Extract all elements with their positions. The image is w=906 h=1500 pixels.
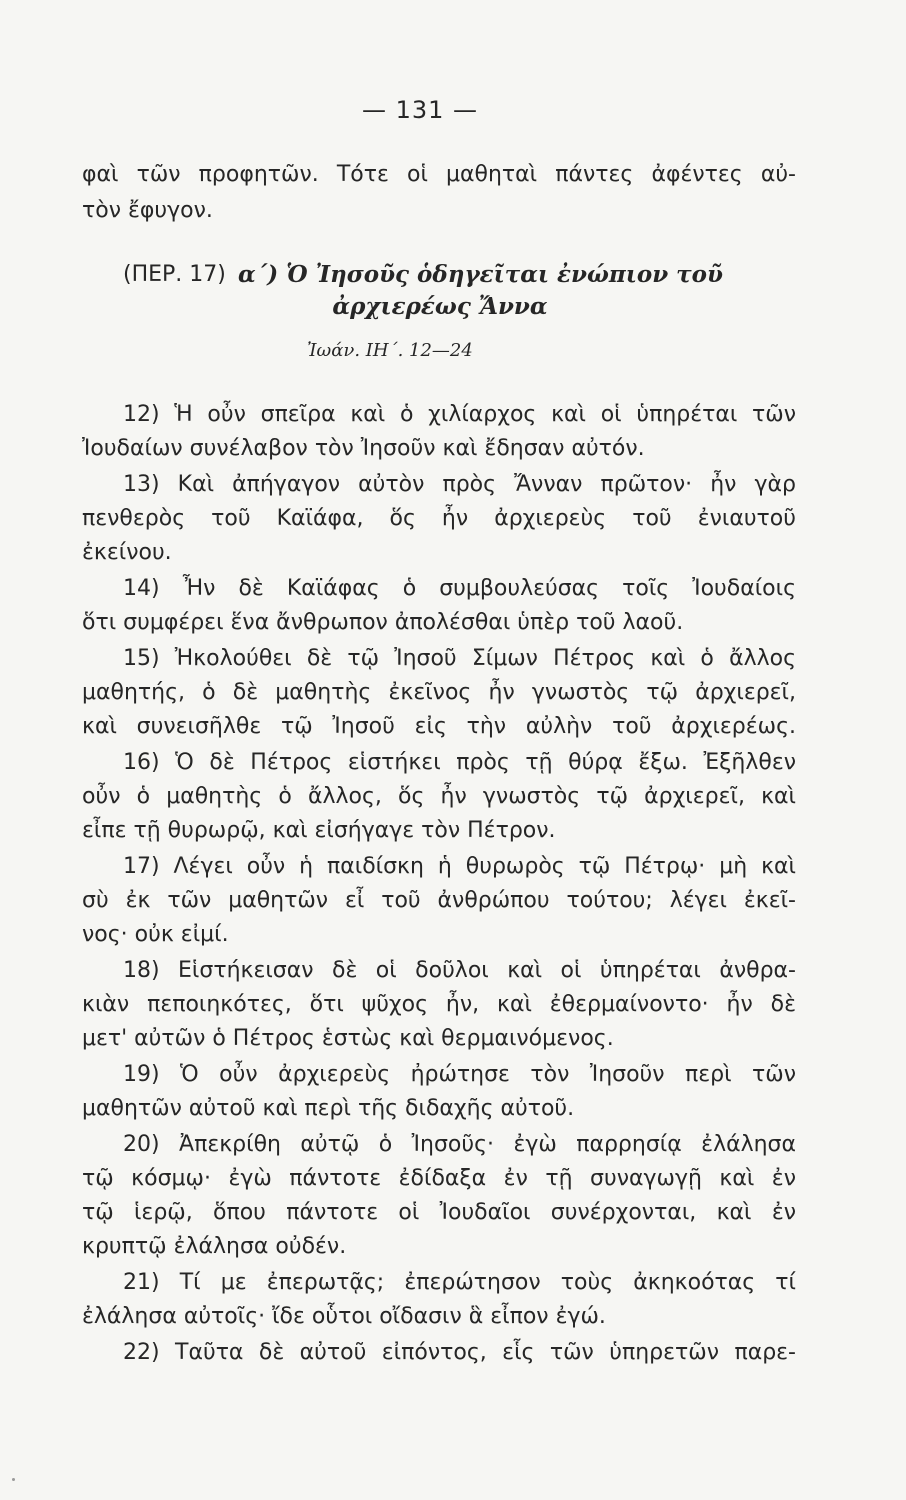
text-line: ὅτι συμφέρει ἕνα ἄνθρωπον ἀπολέσθαι ὑπὲρ τοῦ λαοῦ.	[82, 610, 684, 635]
text-line: καὶ συνεισῆλθε τῷ Ἰησοῦ εἰς τὴν αὐλὴν τοῦ ἀρχιερέως.	[82, 714, 796, 739]
text-line: σὺ ἐκ τῶν μαθητῶν εἶ τοῦ ἀνθρώπου τούτου; λέγει ἐκεῖ-	[82, 888, 796, 913]
text-line: εἶπε τῇ θυρωρῷ, καὶ εἰσήγαγε τὸν Πέτρον.	[82, 818, 556, 843]
text-line: φαὶ τῶν προφητῶν. Τότε οἱ μαθηταὶ πάντες ἀφέντες αὐ-	[82, 162, 796, 187]
text-line: 20) Ἀπεκρίθη αὐτῷ ὁ Ἰησοῦς· ἐγὼ παρρησίᾳ ἐλάλησα	[123, 1132, 796, 1157]
text-line: οὖν ὁ μαθητὴς ὁ ἄλλος, ὅς ἦν γνωστὸς τῷ ἀρχιερεῖ, καὶ	[82, 784, 796, 809]
text-line: νος· οὐκ εἰμί.	[82, 922, 229, 947]
text-line: μαθητῶν αὐτοῦ καὶ περὶ τῆς διδαχῆς αὐτοῦ.	[82, 1096, 575, 1121]
text-line: 15) Ἠκολούθει δὲ τῷ Ἰησοῦ Σίμων Πέτρος καὶ ὁ ἄλλος	[123, 646, 796, 671]
text-line: κιὰν πεποιηκότες, ὅτι ψῦχος ἦν, καὶ ἐθερμαίνοντο· ἦν δὲ	[82, 992, 796, 1017]
text-line: 19) Ὁ οὖν ἀρχιερεὺς ἠρώτησε τὸν Ἰησοῦν περὶ τῶν	[123, 1062, 796, 1087]
text-line: τῷ ἱερῷ, ὅπου πάντοτε οἱ Ἰουδαῖοι συνέρχονται, καὶ ἐν	[82, 1200, 796, 1225]
text-line: τὸν ἔφυγον.	[82, 198, 213, 223]
text-line: 14) Ἦν δὲ Καϊάφας ὁ συμβουλεύσας τοῖς Ἰουδαίοις	[123, 576, 796, 601]
scripture-reference: Ἰωάν. ΙΗ΄. 12—24	[307, 340, 473, 361]
text-line: 13) Καὶ ἀπήγαγον αὐτὸν πρὸς Ἄνναν πρῶτον· ἦν γὰρ	[123, 472, 796, 497]
text-line: πενθερὸς τοῦ Καϊάφα, ὅς ἦν ἀρχιερεὺς τοῦ ἐνιαυτοῦ	[82, 506, 796, 531]
text-line: 16) Ὁ δὲ Πέτρος εἱστήκει πρὸς τῇ θύρᾳ ἔξω. Ἐξῆλθεν	[123, 750, 796, 775]
heading-title-line1: α΄) Ὁ Ἰησοῦς ὁδηγεῖται ἐνώπιον τοῦ	[238, 261, 723, 288]
text-line: 12) Ἡ οὖν σπεῖρα καὶ ὁ χιλίαρχος καὶ οἱ ὑπηρέται τῶν	[123, 402, 796, 427]
text-line: ἐκείνου.	[82, 540, 172, 565]
heading-title-line2: ἀρχιερέως Ἄννα	[332, 293, 548, 320]
text-line: ἐλάλησα αὐτοῖς· ἴδε οὗτοι οἴδασιν ἃ εἶπον ἐγώ.	[82, 1304, 606, 1329]
page-number: — 131 —	[361, 96, 479, 124]
text-line: 18) Εἱστήκεισαν δὲ οἱ δοῦλοι καὶ οἱ ὑπηρέται ἀνθρα-	[123, 958, 796, 983]
text-line: Ἰουδαίων συνέλαβον τὸν Ἰησοῦν καὶ ἔδησαν αὐτόν.	[82, 436, 645, 461]
text-line: τῷ κόσμῳ· ἐγὼ πάντοτε ἐδίδαξα ἐν τῇ συναγωγῇ καὶ ἐν	[82, 1166, 796, 1191]
text-line: μετ' αὐτῶν ὁ Πέτρος ἑστὼς καὶ θερμαινόμενος.	[82, 1026, 614, 1051]
paper-speck	[12, 1478, 15, 1481]
text-line: μαθητής, ὁ δὲ μαθητὴς ἐκεῖνος ἦν γνωστὸς τῷ ἀρχιερεῖ,	[82, 680, 796, 705]
text-line: 22) Ταῦτα δὲ αὐτοῦ εἰπόντος, εἷς τῶν ὑπηρετῶν παρε-	[123, 1340, 796, 1365]
text-line: κρυπτῷ ἐλάλησα οὐδέν.	[82, 1234, 347, 1259]
heading-prefix: (ΠΕΡ. 17)	[123, 262, 226, 287]
text-line: 21) Τί με ἐπερωτᾷς; ἐπερώτησον τοὺς ἀκηκοότας τί	[123, 1270, 796, 1295]
text-line: 17) Λέγει οὖν ἡ παιδίσκη ἡ θυρωρὸς τῷ Πέτρῳ· μὴ καὶ	[123, 854, 796, 879]
